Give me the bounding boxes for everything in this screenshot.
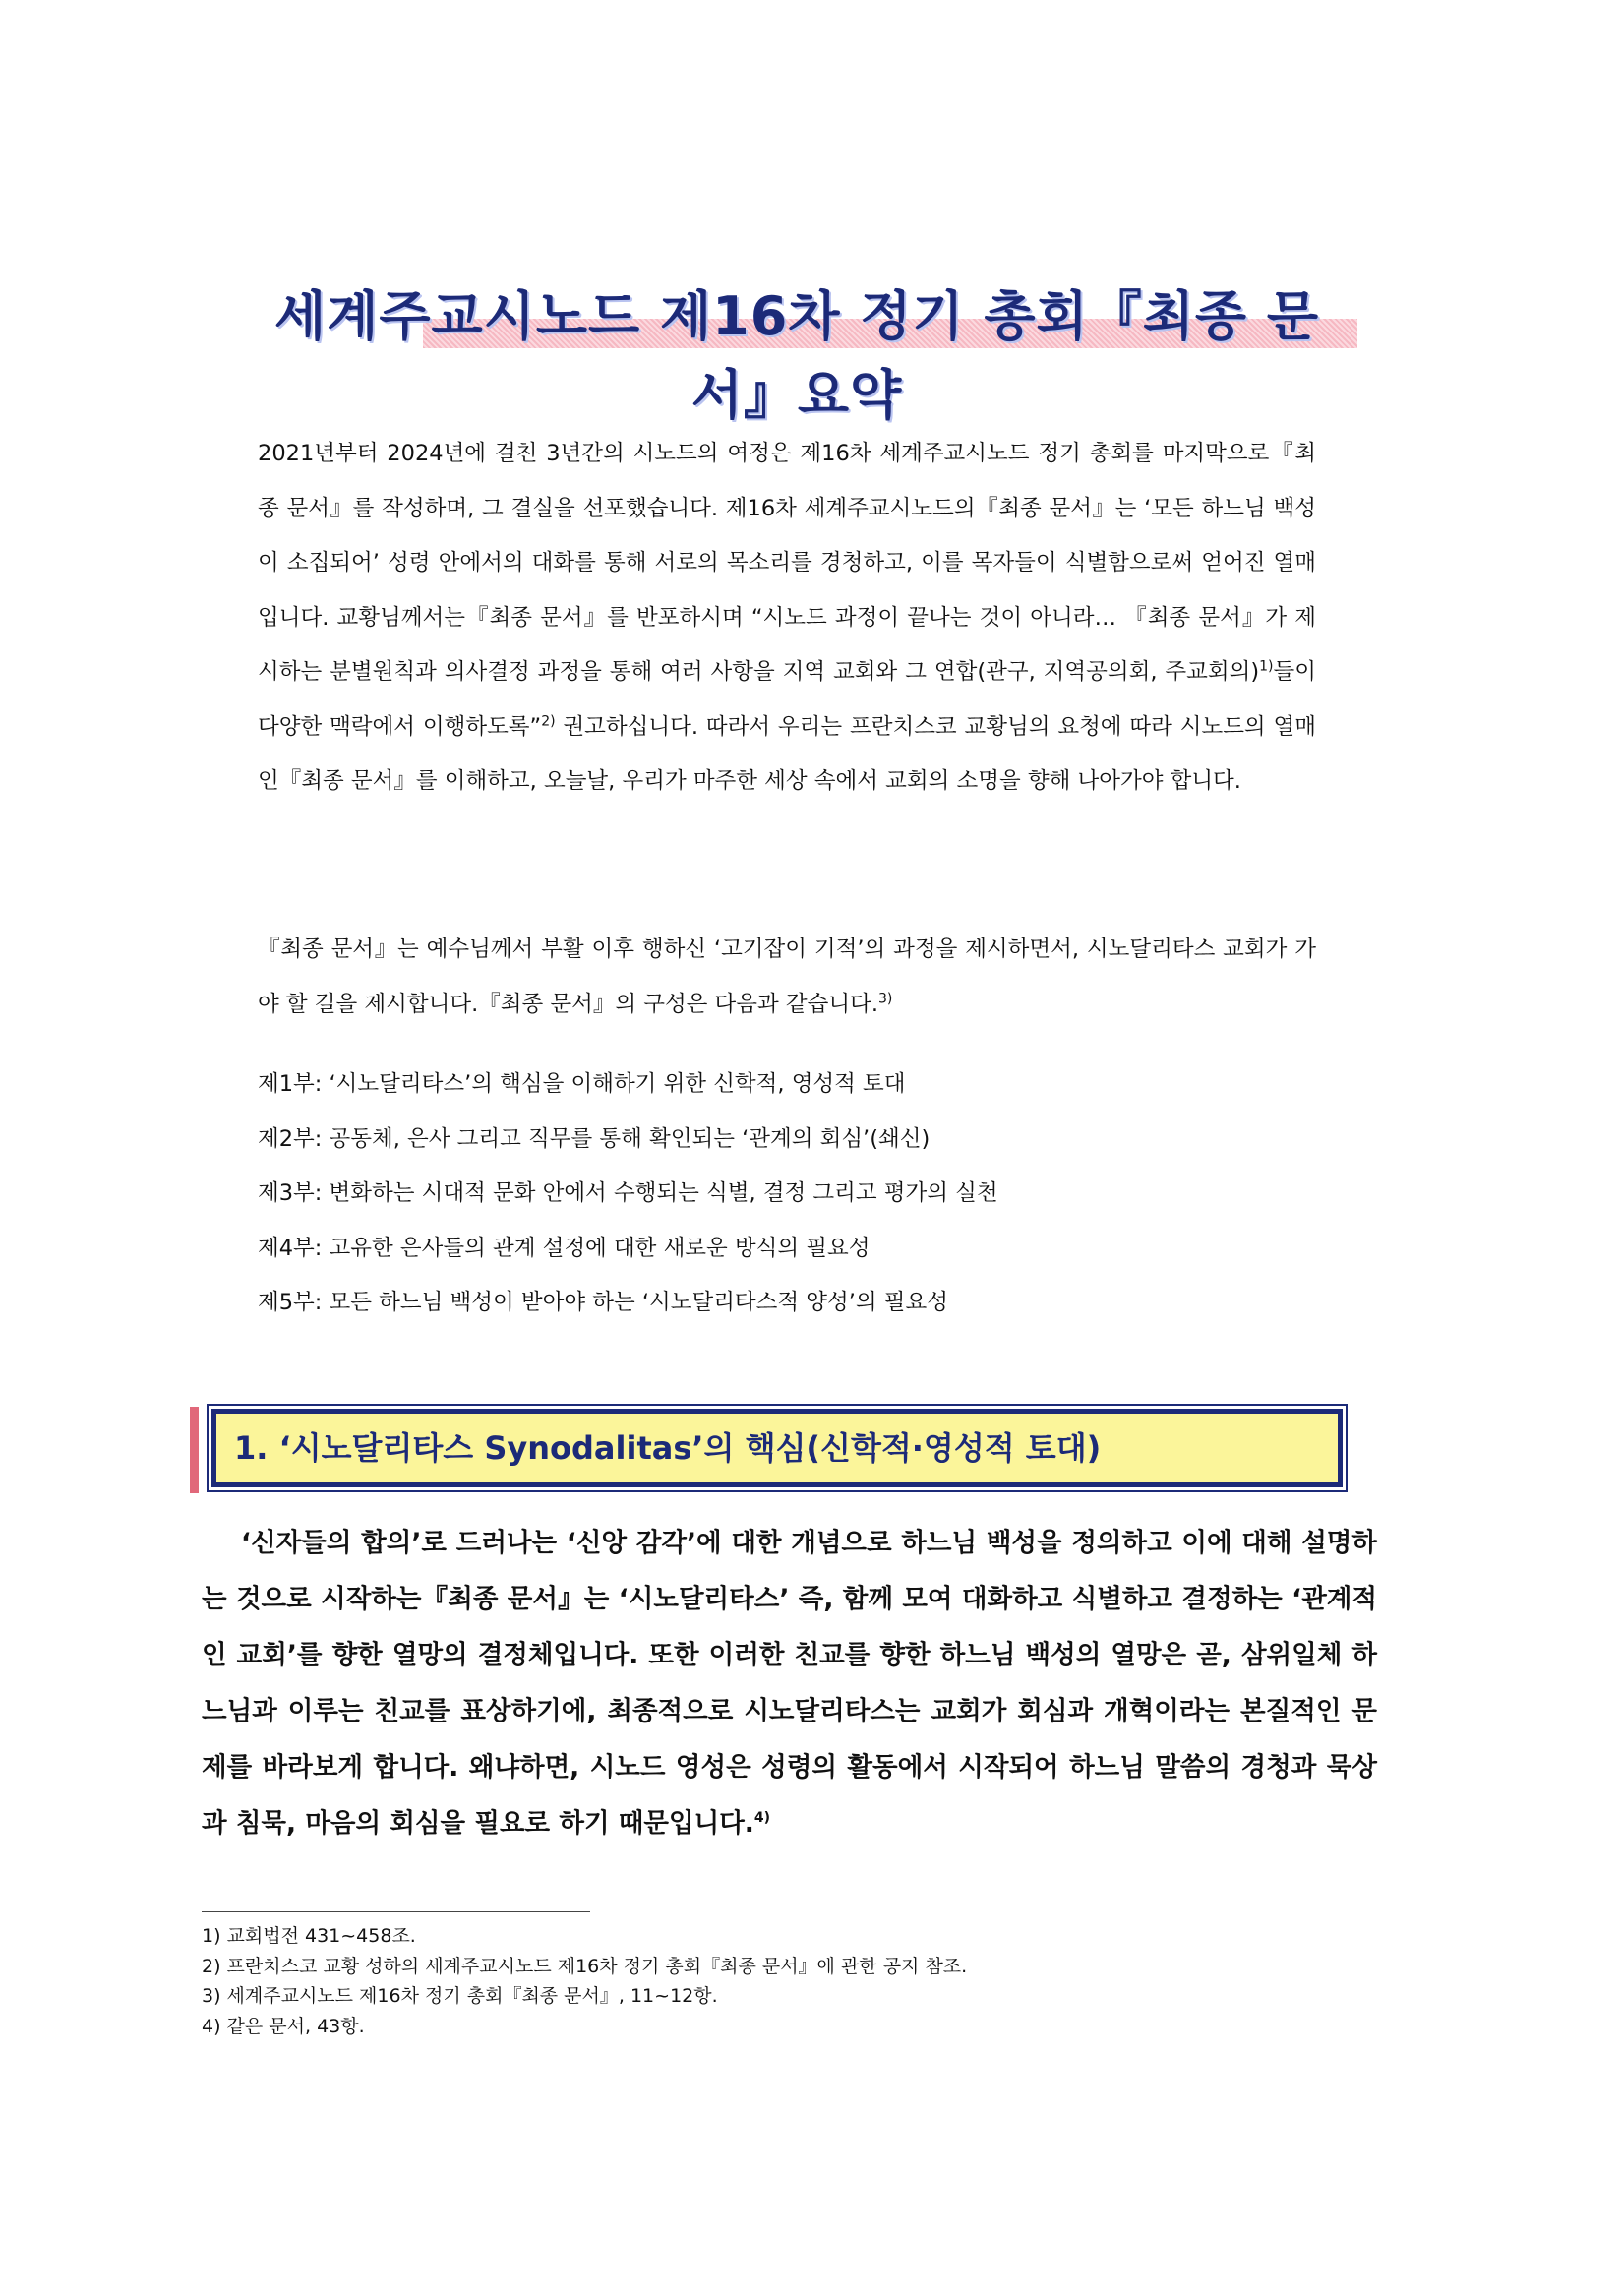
footnotes <box>202 1921 1185 2041</box>
intro-text-a: 2021년부터 2024년에 걸친 3년간의 시노드의 여정은 제16차 세계주교시노드 정기 총회를 마지막으로『최종 문서』를 작성하며, 그 결실을 선포했습니다. 제16차 세계주교시노드의『최종 문서』는 ‘모든 하느님 백성이 소집되어’ 성령 안에서의 대화를 통해 서로의 목소리를 경청하고, 이를 목자들이 식별함으로써 얻어진 열매입니다. 교황님께서는『최종 문서』를 반포하시며 “시노드 과정이 끝나는 것이 아니라… 『최종 문서』가 제시하는 분별원칙과 의사결정 과정을 통해 여러 사항을 지역 교회와 그 연합(관구, 지역공의회, 주교회의) <box>258 441 1316 685</box>
intro-text-b: 들이 다양한 맥락에서 이행하도록” <box>258 659 1316 740</box>
section-accent-bar <box>190 1407 199 1493</box>
part-item-5: 제5부: 모든 하느님 백성이 받아야 하는 ‘시노달리타스적 양성’의 필요성 <box>258 1290 948 1315</box>
footnote-1: 1) 교회법전 431~458조. <box>202 1925 416 1947</box>
parts-list <box>258 1057 1316 1331</box>
part-item-2: 제2부: 공동체, 은사 그리고 직무를 통해 확인되는 ‘관계의 회심’(쇄신) <box>258 1125 931 1152</box>
section-heading-box <box>211 1409 1343 1487</box>
intro-text-d: 『최종 문서』는 예수님께서 부활 이후 행하신 ‘고기잡이 기적’의 과정을 제시하면서, 시노달리타스 교회가 가야 할 길을 제시합니다.『최종 문서』의 구성은 다음과 같습니다. <box>258 937 1316 1017</box>
title-block <box>236 277 1357 426</box>
footnote-3: 3) 세계주교시노드 제16차 정기 총회『최종 문서』, 11~12항. <box>202 1985 718 2007</box>
footnote-ref-1: 1) <box>1259 658 1274 675</box>
footnote-divider <box>202 1911 590 1912</box>
part-item-1: 제1부: ‘시노달리타스’의 핵심을 이해하기 위한 신학적, 영성적 토대 <box>258 1071 906 1097</box>
footnote-ref-2: 2) <box>541 713 556 729</box>
part-item-4: 제4부: 고유한 은사들의 관계 설정에 대한 새로운 방식의 필요성 <box>258 1235 871 1261</box>
footnote-ref-4: 4) <box>753 1810 771 1827</box>
footnote-2: 2) 프란치스코 교황 성하의 세계주교시노드 제16차 정기 총회『최종 문서』에 관한 공지 참조. <box>202 1955 968 1977</box>
footnote-ref-3: 3) <box>878 991 893 1006</box>
intro-text-c: 권고하십니다. 따라서 우리는 프란치스코 교황님의 요청에 따라 시노드의 열매인『최종 문서』를 이해하고, 오늘날, 우리가 마주한 세상 속에서 교회의 소명을 향해 나아가야 합니다. <box>258 713 1316 794</box>
section-body <box>202 1515 1377 1859</box>
page-title: 세계주교시노드 제16차 정기 총회『최종 문서』요약 <box>274 285 1319 426</box>
footnote-4: 4) 같은 문서, 43항. <box>202 2015 365 2037</box>
intro-paragraph-1 <box>258 427 1316 864</box>
section-heading: 1. ‘시노달리타스 Synodalitas’의 핵심(신학적·영성적 토대) <box>234 1429 1102 1467</box>
intro-paragraph-2 <box>258 923 1316 1033</box>
part-item-3: 제3부: 변화하는 시대적 문화 안에서 수행되는 식별, 결정 그리고 평가의 실천 <box>258 1180 998 1206</box>
section-body-text: ‘신자들의 합의’로 드러나는 ‘신앙 감각’에 대한 개념으로 하느님 백성을 정의하고 이에 대해 설명하는 것으로 시작하는『최종 문서』는 ‘시노달리타스’ 즉, 함께 모여 대화하고 식별하고 결정하는 ‘관계적인 교회’를 향한 열망의 결정체입니다. 또한 이러한 친교를 향한 하느님 백성의 열망은 곧, 삼위일체 하느님과 이루는 친교를 표상하기에, 최종적으로 시노달리타스는 교회가 회심과 개혁이라는 본질적인 문제를 바라보게 합니다. 왜냐하면, 시노드 영성은 성령의 활동에서 시작되어 하느님 말씀의 경청과 묵상과 침묵, 마음의 회심을 필요로 하기 때문입니다. <box>202 1528 1377 1839</box>
